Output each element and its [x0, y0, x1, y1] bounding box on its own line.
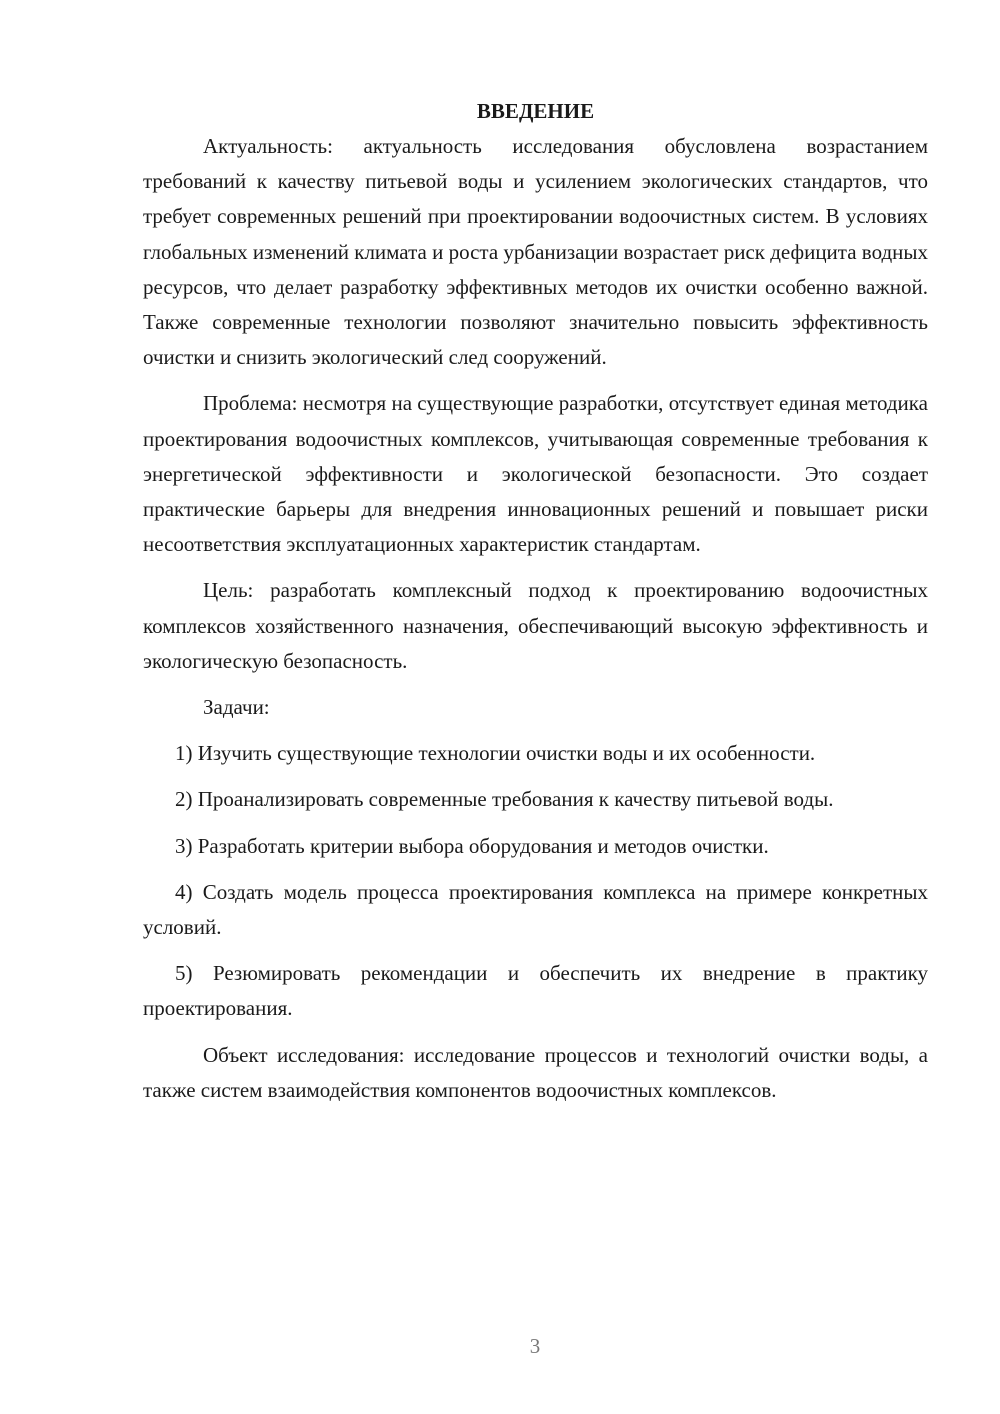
document-page	[143, 94, 928, 1108]
list-item: 5) Резюмировать рекомендации и обеспечить их внедрение в практику проектирования.	[143, 961, 928, 1021]
list-item: 2) Проанализировать современные требования к качеству питьевой воды.	[175, 787, 834, 812]
list-item: 1) Изучить существующие технологии очистки воды и их особенности.	[175, 741, 816, 766]
paragraph-tasks-heading: Задачи:	[203, 695, 270, 720]
list-item: 4) Создать модель процесса проектирования комплекса на примере конкретных условий.	[143, 879, 928, 940]
paragraph-object: Объект исследования: исследование процессов и технологий очистки воды, а также систем взаимодействия компонентов водоочистных комплексов.	[143, 1042, 928, 1102]
page-number: 3	[529, 1334, 541, 1358]
paragraph-goal: Цель: разработать комплексный подход к проектированию водоочистных комплексов хозяйственного назначения, обеспечивающий высокую эффективность и экологическую безопасность.	[143, 578, 928, 673]
section-title: ВВЕДЕНИЕ	[476, 99, 595, 123]
paragraph-problem: Проблема: несмотря на существующие разработки, отсутствует единая методика проектирования водоочистных комплексов, учитывающая современные требования к энергетической эффективности и экологической безопасности. Это создает практические барьеры для внедрения инновационных решений и повышает риски несоответствия эксплуатационных характеристик стандартам.	[143, 391, 928, 557]
paragraph-relevance: Актуальность: актуальность исследования обусловлена возрастанием требований к качеству питьевой воды и усилением экологических стандартов, что требует современных решений при проектировании водоочистных систем. В условиях глобальных изменений климата и роста урбанизации возрастает риск дефицита водных ресурсов, что делает разработку эффективных методов их очистки особенно важной. Также современные технологии позволяют значительно повысить эффективность очистки и снизить экологический след сооружений.	[143, 134, 928, 370]
list-item: 3) Разработать критерии выбора оборудования и методов очистки.	[175, 833, 769, 858]
